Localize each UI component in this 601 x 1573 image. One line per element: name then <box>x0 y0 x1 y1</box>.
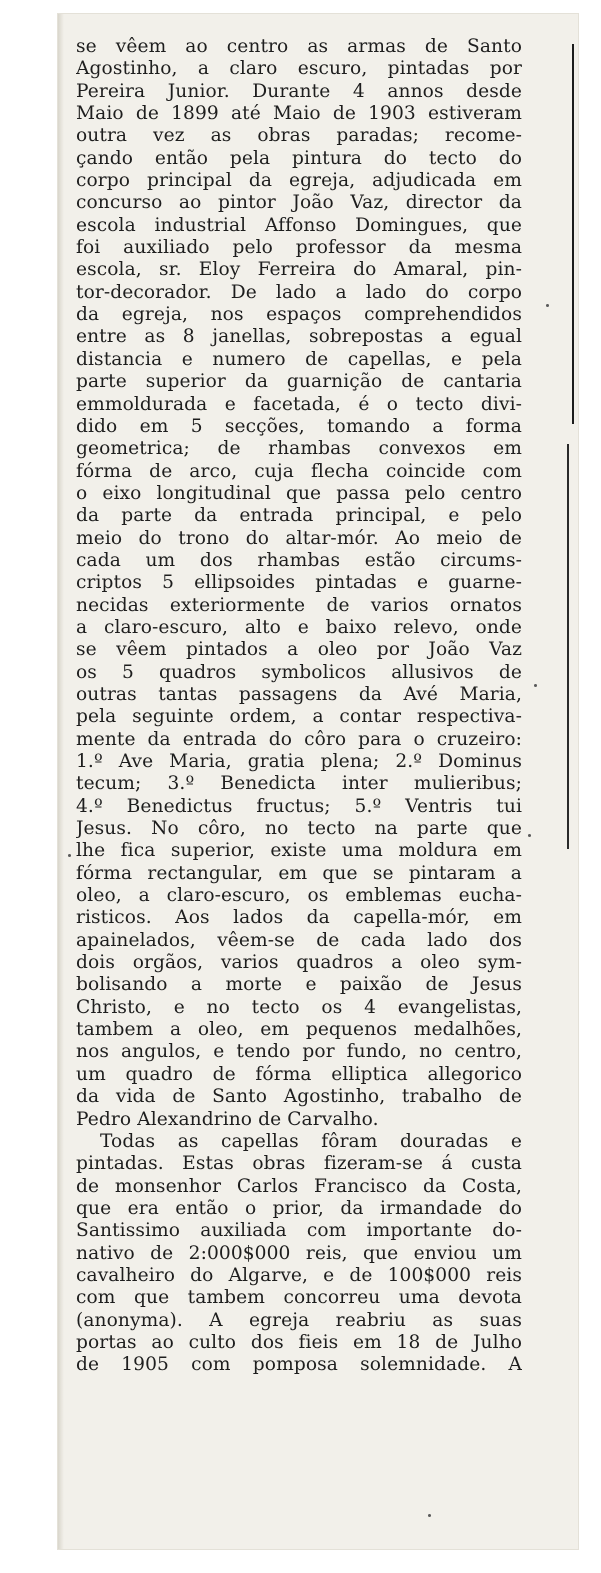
text-line: outras tantas passagens da Avé Maria, <box>76 683 522 705</box>
text-line: cada um dos rhambas estão circums- <box>76 549 522 571</box>
text-line: 1.º Ave Maria, gratia plena; 2.º Dominus <box>76 751 522 772</box>
text-line: portas ao culto dos fieis em 18 de Julho <box>76 1331 522 1353</box>
text-line: se vêem pintados a oleo por João Vaz <box>76 639 522 661</box>
text-line: pintadas. Estas obras fizeram-se á custa <box>76 1153 522 1175</box>
text-line: da egreja, nos espaços comprehendidos <box>76 304 522 326</box>
text-line: que era então o prior, da irmandade do <box>76 1197 522 1219</box>
text-line: tambem a oleo, em pequenos medalhões, <box>76 1019 522 1041</box>
text-line: dido em 5 secções, tomando a forma <box>76 415 522 437</box>
text-line: outra vez as obras paradas; recome- <box>76 125 522 147</box>
text-line: tecum; 3.º Benedicta inter mulieribus; <box>76 773 522 795</box>
text-line: Pereira Junior. Durante 4 annos desde <box>76 80 522 102</box>
text-line: Pedro Alexandrino de Carvalho. <box>76 1108 379 1130</box>
text-line: a claro-escuro, alto e baixo relevo, onde <box>76 616 522 638</box>
text-line: Santissimo auxiliada com importante do- <box>76 1220 522 1242</box>
text-line: de 1905 com pomposa solemnidade. A <box>76 1354 522 1376</box>
text-line: Jesus. No côro, no tecto na parte que <box>76 818 522 840</box>
newspaper-clipping <box>58 14 578 1549</box>
text-line: escola, sr. Eloy Ferreira do Amaral, pin- <box>76 259 522 281</box>
text-line: fórma rectangular, em que se pintaram a <box>76 862 522 884</box>
text-line: necidas exteriormente de varios ornatos <box>76 594 522 616</box>
text-line: Christo, e no tecto os 4 evangelistas, <box>76 996 522 1018</box>
text-line: cavalheiro do Algarve, e de 100$000 reis <box>76 1264 522 1286</box>
text-line: pela seguinte ordem, a contar respectiva- <box>76 706 522 728</box>
text-line: concurso ao pintor João Vaz, director da <box>76 192 522 214</box>
text-line: os 5 quadros symbolicos allusivos de <box>76 661 522 683</box>
text-line: da parte da entrada principal, e pelo <box>76 505 522 527</box>
text-line: Maio de 1899 até Maio de 1903 estiveram <box>76 103 522 125</box>
text-line: nativo de 2:000$000 reis, que enviou um <box>76 1242 522 1264</box>
text-line: emmoldurada e facetada, é o tecto divi- <box>76 393 522 415</box>
text-line: meio do trono do altar-mór. Ao meio de <box>76 527 522 549</box>
article-text <box>76 36 522 1377</box>
text-line: um quadro de fórma elliptica allegorico <box>76 1063 522 1085</box>
text-line: o eixo longitudinal que passa pelo centro <box>76 482 522 504</box>
text-line: corpo principal da egreja, adjudicada em <box>76 170 522 192</box>
clipping-right-edge-lower <box>567 444 569 849</box>
text-line: bolisando a morte e paixão de Jesus <box>76 974 522 996</box>
text-line: de monsenhor Carlos Francisco da Costa, <box>76 1175 522 1197</box>
paragraph-start-line: Todas as capellas fôram douradas e <box>100 1130 522 1152</box>
paper-speck <box>68 854 71 857</box>
text-line: com que tambem concorreu uma devota <box>76 1287 522 1309</box>
text-line: entre as 8 janellas, sobrepostas a egual <box>76 326 522 348</box>
clipping-left-edge <box>58 14 64 1549</box>
paper-speck <box>528 834 531 837</box>
text-line: tor-decorador. De lado a lado do corpo <box>76 281 522 303</box>
text-line: da vida de Santo Agostinho, trabalho de <box>76 1086 522 1108</box>
text-line: mente da entrada do côro para o cruzeiro: <box>76 728 522 750</box>
clipping-right-edge <box>572 44 574 424</box>
text-line: foi auxiliado pelo professor da mesma <box>76 237 522 259</box>
text-line: 4.º Benedictus fructus; 5.º Ventris tui <box>76 795 522 817</box>
text-line: dois orgãos, varios quadros a oleo sym- <box>76 952 522 974</box>
text-line: se vêem ao centro as armas de Santo <box>76 36 522 57</box>
text-line: çando então pela pintura do tecto do <box>76 147 522 169</box>
paper-speck <box>546 304 549 307</box>
text-line: (anonyma). A egreja reabriu as suas <box>76 1309 522 1331</box>
text-line: apainelados, vêem-se de cada lado dos <box>76 929 522 951</box>
text-line: escola industrial Affonso Domingues, que <box>76 214 522 236</box>
text-line: nos angulos, e tendo por fundo, no centro, <box>76 1041 522 1063</box>
text-line: parte superior da guarnição de cantaria <box>76 371 522 393</box>
paper-speck <box>428 1514 431 1517</box>
text-line: Agostinho, a claro escuro, pintadas por <box>76 58 522 80</box>
text-line: risticos. Aos lados da capella-mór, em <box>76 907 522 929</box>
text-line: criptos 5 ellipsoides pintadas e guarne- <box>76 572 522 594</box>
paper-speck <box>534 684 537 687</box>
text-line: geometrica; de rhambas convexos em <box>76 438 522 460</box>
text-line: distancia e numero de capellas, e pela <box>76 348 522 370</box>
text-line: lhe fica superior, existe uma moldura em <box>76 840 522 862</box>
text-line: fórma de arco, cuja flecha coincide com <box>76 460 522 482</box>
text-line: oleo, a claro-escuro, os emblemas eucha- <box>76 885 522 907</box>
